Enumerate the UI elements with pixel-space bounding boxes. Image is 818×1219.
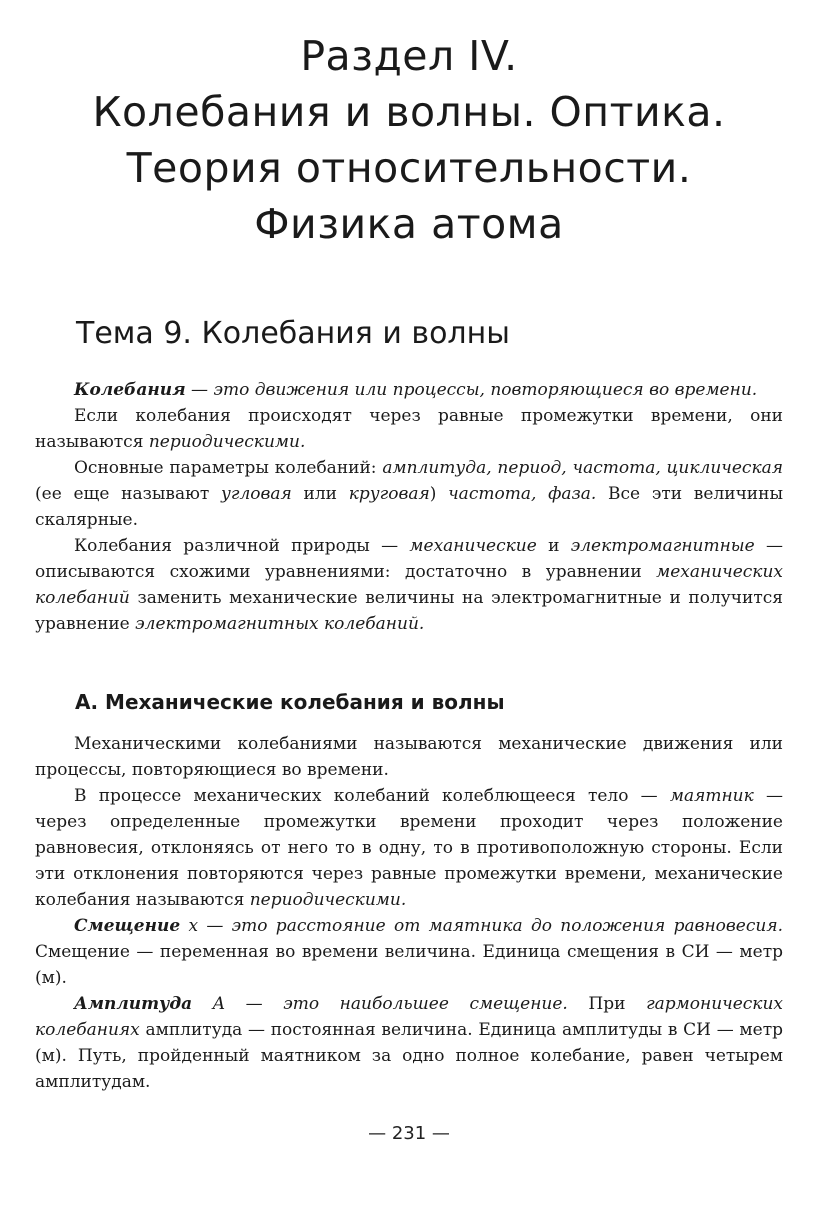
section-title	[0, 28, 818, 252]
section-title-line: Теория относительности.	[126, 144, 692, 192]
paragraph-text: — через определенные промежутки времени проходит через положение равновесия, отклоняясь от него то в одну, то в противоположную стороны. Если эти отклонения повторяются через равные промежутки времени, механические колебания называются	[35, 786, 783, 910]
paragraph-text: )	[429, 484, 449, 504]
term: электромагнитных колебаний.	[135, 614, 425, 634]
section-title-line: Раздел IV.	[300, 32, 518, 80]
page-number: — 231 —	[368, 1123, 450, 1144]
paragraph	[35, 403, 783, 455]
paragraph-text: и	[536, 536, 571, 556]
paragraph-text: заменить механические величины на электромагнитные и получится уравнение	[35, 588, 783, 634]
term: Колебания	[74, 380, 186, 400]
paragraph-text: Все эти величины скалярные.	[35, 484, 783, 530]
section-title-line: Физика атома	[254, 200, 564, 248]
term: круговая	[348, 484, 430, 504]
topic-title: Тема 9. Колебания и волны	[76, 316, 510, 351]
paragraph-text: При	[567, 994, 647, 1014]
definition: — это движения или процессы, повторяющиеся во времени.	[185, 380, 758, 400]
term: электромагнитные	[570, 536, 755, 556]
paragraph	[35, 377, 783, 403]
term: механических колебаний	[35, 562, 783, 608]
term: Смещение	[74, 916, 181, 936]
paragraph	[35, 783, 783, 913]
paragraph-text: — описываются схожими уравнениями: достаточно в уравнении	[35, 536, 784, 582]
paragraph-text: Механическими колебаниями называются механические движения или процессы, повторяющиеся во времени.	[35, 734, 783, 780]
paragraph-text: амплитуда — постоянная величина. Единица амплитуды в СИ — метр (м). Путь, пройденный маятником за одно полное колебание, равен четырем амплитудам.	[35, 1020, 783, 1092]
intro-block	[35, 377, 783, 637]
paragraph-text: (ее еще называют	[35, 484, 222, 504]
paragraph-text: Если колебания происходят через равные промежутки времени, они называются	[35, 406, 783, 452]
paragraph	[35, 731, 783, 783]
term: амплитуда, период, частота, циклическая	[382, 458, 783, 478]
paragraph	[35, 533, 783, 637]
paragraph	[35, 991, 783, 1095]
paragraph-text: или	[291, 484, 349, 504]
paragraph	[35, 455, 783, 533]
term: периодическими.	[148, 432, 306, 452]
paragraph-text: Колебания различной природы —	[74, 536, 410, 556]
paragraph-text: В процессе механических колебаний колеблющееся тело —	[74, 786, 670, 806]
mechanics-block	[35, 731, 783, 1095]
paragraph-text: Смещение — переменная во времени величина. Единица смещения в СИ — метр (м).	[35, 942, 783, 988]
term: угловая	[221, 484, 292, 504]
term: Амплитуда	[74, 994, 193, 1014]
definition: A — это наибольшее смещение.	[192, 994, 568, 1014]
paragraph-text: Основные параметры колебаний:	[74, 458, 383, 478]
term: периодическими.	[249, 890, 407, 910]
term: частота, фаза.	[448, 484, 597, 504]
term: гармонических колебаниях	[35, 994, 783, 1040]
paragraph	[35, 913, 783, 991]
subsection-title: А. Механические колебания и волны	[75, 690, 505, 714]
section-title-line: Колебания и волны. Оптика.	[92, 88, 726, 136]
term: механические	[409, 536, 537, 556]
definition: x — это расстояние от маятника до положения равновесия.	[180, 916, 783, 936]
term: маятник	[669, 786, 754, 806]
